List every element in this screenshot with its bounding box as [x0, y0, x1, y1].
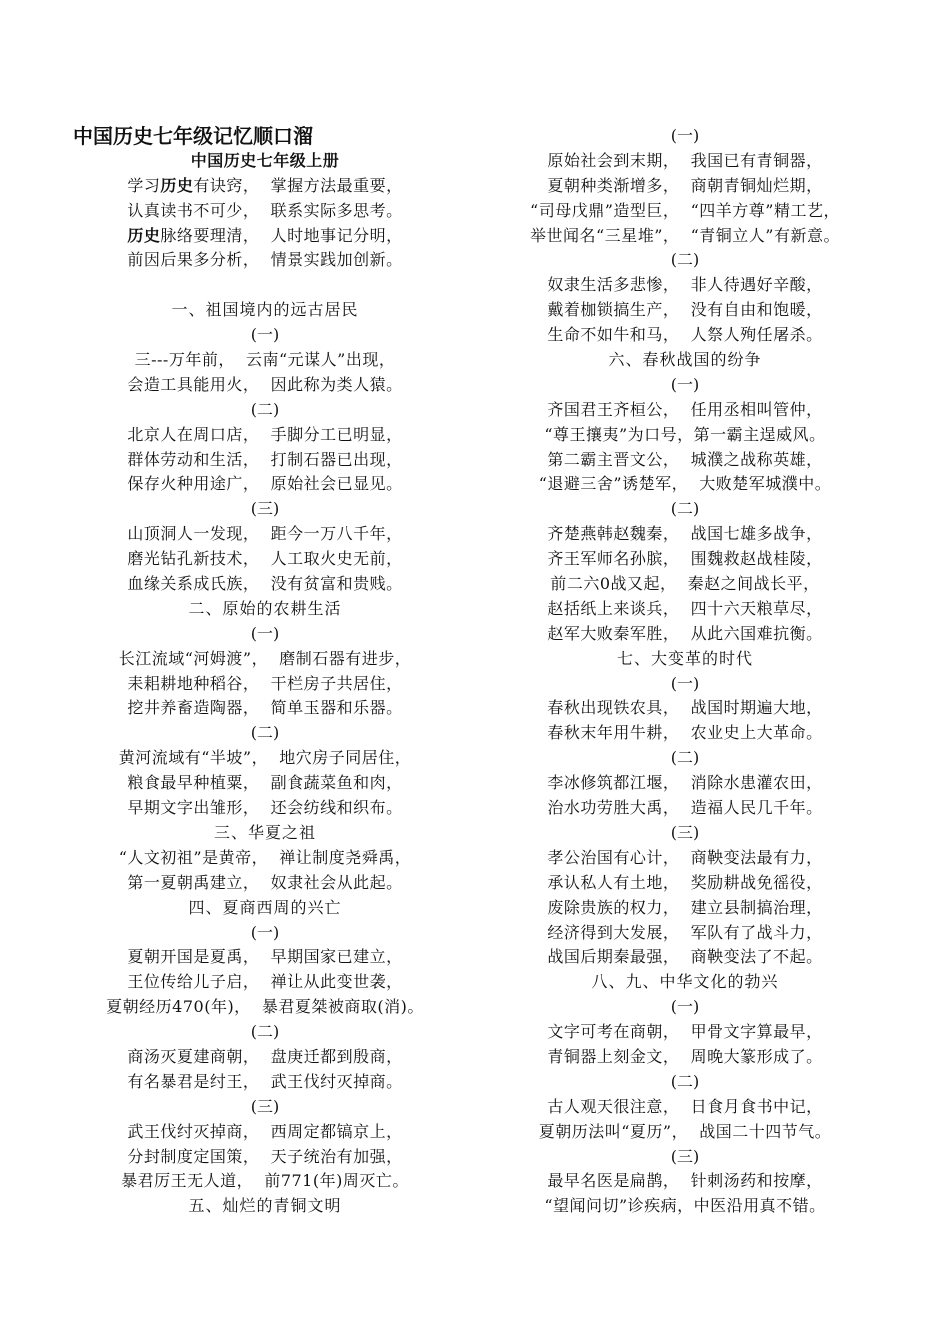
subsection-marker: (二)	[670, 250, 700, 270]
verse-line: 耒耜耕地种稻谷， 干栏房子共居住，	[127, 673, 403, 693]
verse-line: 夏朝经历470(年)， 暴君夏桀被商取(消)。	[106, 997, 424, 1017]
verse-line: “望闻问切”诊疾病，中医沿用真不错。	[544, 1196, 826, 1216]
section-heading: 六、春秋战国的纷争	[608, 350, 762, 370]
section-heading: 五、灿烂的青铜文明	[188, 1196, 342, 1216]
verse-line: 春秋末年用牛耕， 农业史上大革命。	[547, 723, 823, 743]
keyword-text: 历史	[160, 175, 194, 195]
verse-line: 北京人在周口店， 手脚分工已明显，	[127, 424, 403, 444]
keyword-text: 历史	[127, 225, 161, 245]
subsection-marker: (三)	[250, 1096, 280, 1116]
verse-line: 奴隶生活多悲惨， 非人待遇好辛酸，	[547, 275, 823, 295]
verse-line: 原始社会到末期， 我国已有青铜器，	[547, 150, 823, 170]
verse-line: 王位传给儿子启， 禅让从此变世袭，	[127, 972, 403, 992]
subsection-marker: (三)	[250, 499, 280, 519]
text-span: 有诀窍， 掌握方法最重要，	[193, 175, 403, 195]
subsection-marker: (二)	[250, 399, 280, 419]
subsection-marker: (一)	[250, 623, 280, 643]
verse-line: 孝公治国有心计， 商鞅变法最有力，	[547, 847, 823, 867]
verse-line: “退避三舍”诱楚军， 大败楚军城濮中。	[538, 474, 832, 494]
verse-line: 齐王军师名孙膑， 围魏救赵战桂陵，	[547, 549, 823, 569]
verse-line: 山顶洞人一发现， 距今一万八千年，	[127, 524, 403, 544]
verse-line: 血缘关系成氏族， 没有贫富和贵贱。	[127, 574, 403, 594]
subsection-marker: (二)	[670, 1071, 700, 1091]
verse-line: 齐国君王齐桓公， 任用丞相叫管仲，	[547, 399, 823, 419]
section-heading: 四、夏商西周的兴亡	[188, 897, 342, 917]
verse-line: 承认私人有土地， 奖励耕战免徭役，	[547, 872, 823, 892]
verse-line	[55, 174, 475, 199]
right-column	[475, 124, 895, 1219]
verse-line: 分封制度定国策， 天子统治有加强，	[127, 1146, 403, 1166]
verse-line: 前二六0战又起， 秦赵之间战长平，	[550, 574, 820, 594]
subsection-marker: (二)	[670, 499, 700, 519]
verse-line: 商汤灭夏建商朝， 盘庚迁都到殷商，	[127, 1046, 403, 1066]
subsection-marker: (一)	[670, 997, 700, 1017]
verse-line: 齐楚燕韩赵魏秦， 战国七雄多战争，	[547, 524, 823, 544]
verse-line: 保存火种用途广， 原始社会已显见。	[127, 474, 403, 494]
verse-line: 古人观天很注意， 日食月食书中记，	[547, 1096, 823, 1116]
verse-line: 战国后期秦最强， 商鞅变法了不起。	[547, 947, 823, 967]
subsection-marker: (二)	[250, 1022, 280, 1042]
subsection-marker: (一)	[670, 374, 700, 394]
section-heading: 八、九、中华文化的勃兴	[591, 972, 779, 992]
verse-line: 长江流域“河姆渡”， 磨制石器有进步，	[118, 648, 412, 668]
verse-line: 早期文字出雏形， 还会纺线和织布。	[127, 798, 403, 818]
subsection-marker: (一)	[670, 673, 700, 693]
blank-line	[55, 273, 475, 298]
verse-line: 戴着枷锁搞生产， 没有自由和饱暖，	[547, 300, 823, 320]
document-subtitle: 中国历史七年级上册	[190, 150, 340, 170]
section-heading: 三、华夏之祖	[213, 822, 316, 842]
subsection-marker: (三)	[670, 1146, 700, 1166]
verse-line: 暴君厉王无人道， 前771(年)周灭亡。	[121, 1171, 409, 1191]
text-span: 脉络要理清， 人时地事记分明，	[160, 225, 403, 245]
verse-line: 黄河流域有“半坡”， 地穴房子同居住，	[118, 748, 412, 768]
verse-line: 磨光钻孔新技术， 人工取火史无前，	[127, 549, 403, 569]
verse-line: 前因后果多分析， 情景实践加创新。	[127, 250, 403, 270]
verse-line: 赵括纸上来谈兵， 四十六天粮草尽，	[547, 598, 823, 618]
document-title: 中国历史七年级记忆顺口溜	[73, 124, 313, 148]
subsection-marker: (一)	[250, 922, 280, 942]
verse-line: 最早名医是扁鹊， 针刺汤药和按摩，	[547, 1171, 823, 1191]
verse-line: 武王伐纣灭掉商， 西周定都镐京上，	[127, 1121, 403, 1141]
subsection-marker: (一)	[670, 126, 700, 145]
subsection-marker: (二)	[670, 748, 700, 768]
section-heading: 二、原始的农耕生活	[188, 598, 342, 618]
verse-line: 春秋出现铁农具， 战国时期遍大地，	[547, 698, 823, 718]
verse-line	[55, 224, 475, 249]
verse-line: 有名暴君是纣王， 武王伐纣灭掉商。	[127, 1071, 403, 1091]
verse-line: “尊王攘夷”为口号，第一霸主逞威风。	[544, 424, 826, 444]
verse-line: 夏朝种类渐增多， 商朝青铜灿烂期，	[547, 175, 823, 195]
verse-line: 群体劳动和生活， 打制石器已出现，	[127, 449, 403, 469]
verse-line: 李冰修筑都江堰， 消除水患灌农田，	[547, 773, 823, 793]
verse-line: 生命不如牛和马， 人祭人殉任屠杀。	[547, 325, 823, 345]
verse-line: 夏朝开国是夏禹， 早期国家已建立，	[127, 947, 403, 967]
verse-line: “司母戊鼎”造型巨， “四羊方尊”精工艺，	[530, 200, 840, 220]
verse-line: 第二霸主晋文公， 城濮之战称英雄，	[547, 449, 823, 469]
subsection-marker: (二)	[250, 723, 280, 743]
verse-line: 三---万年前， 云南“元谋人”出现，	[134, 350, 396, 370]
left-column	[55, 124, 475, 1219]
subsection-marker: (三)	[670, 822, 700, 842]
verse-line: 青铜器上刻金文， 周晚大篆形成了。	[547, 1046, 823, 1066]
verse-line: 举世闻名“三星堆”， “青铜立人”有新意。	[530, 225, 840, 245]
verse-line: 第一夏朝禹建立， 奴隶社会从此起。	[127, 872, 403, 892]
text-span: 学习	[127, 175, 161, 195]
verse-line: 赵军大败秦军胜， 从此六国难抗衡。	[547, 623, 823, 643]
section-heading: 七、大变革的时代	[616, 648, 753, 668]
verse-line: 挖井养畜造陶器， 简单玉器和乐器。	[127, 698, 403, 718]
verse-line: 经济得到大发展， 军队有了战斗力，	[547, 922, 823, 942]
verse-line: 粮食最早种植粟， 副食蔬菜鱼和肉，	[127, 773, 403, 793]
verse-line: 会造工具能用火， 因此称为类人猿。	[127, 374, 403, 394]
section-heading: 一、祖国境内的远古居民	[171, 300, 359, 320]
verse-line: “人文初祖”是黄帝， 禅让制度尧舜禹，	[118, 847, 412, 867]
verse-line: 认真读书不可少， 联系实际多思考。	[127, 200, 403, 220]
verse-line: 治水功劳胜大禹， 造福人民几千年。	[547, 798, 823, 818]
verse-line: 夏朝历法叫“夏历”， 战国二十四节气。	[538, 1121, 832, 1141]
subsection-marker: (一)	[250, 325, 280, 345]
verse-line: 废除贵族的权力， 建立县制搞治理，	[547, 897, 823, 917]
verse-line: 文字可考在商朝， 甲骨文字算最早，	[547, 1022, 823, 1042]
